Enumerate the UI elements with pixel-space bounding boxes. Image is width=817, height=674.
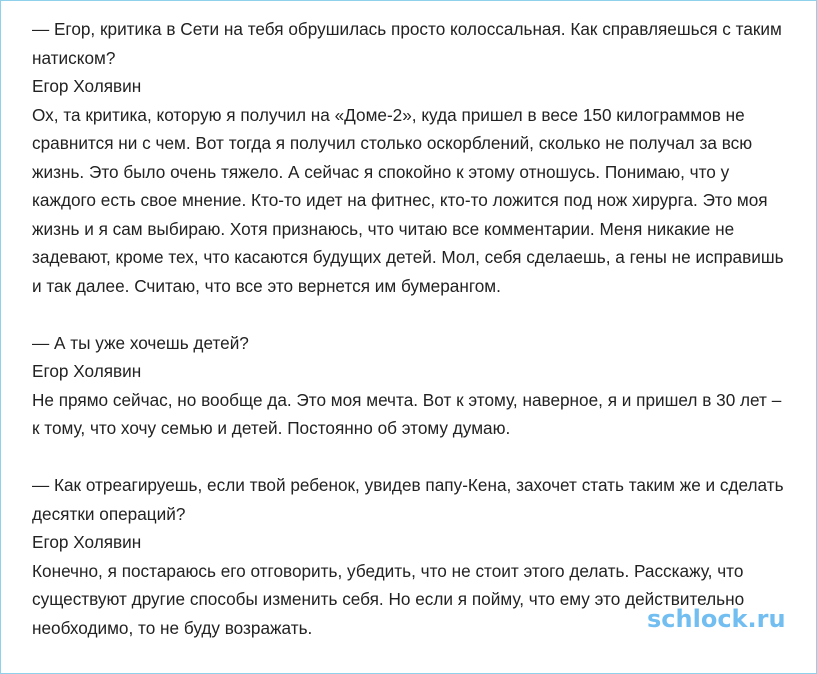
question-2: — А ты уже хочешь детей? [32,332,249,353]
question-1: — Егор, критика в Сети на тебя обрушилась просто колоссальная. Как справляешься с таким натиском? [32,19,782,68]
paragraph-gap [32,300,792,329]
site-watermark: schlock.ru [647,605,786,633]
qa-block-2 [32,329,792,443]
paragraph-gap [32,443,792,472]
question-3: — Как отреагируешь, если твой ребенок, увидев папу-Кена, захочет стать таким же и сделать десятки операций? [32,475,784,524]
answer-2: Не прямо сейчас, но вообще да. Это моя мечта. Вот к этому, наверное, я и пришел в 30 лет – к тому, что хочу семью и детей. Постоянно об этому думаю. [32,389,782,438]
answer-3: Конечно, я постараюсь его отговорить, убедить, что не стоит этого делать. Расскажу, что существуют другие способы изменить себя. Но если я пойму, что ему это действительно необходимо, то не буду возражать. [32,560,745,638]
speaker-name-1: Егор Холявин [32,76,142,96]
speaker-name-2: Егор Холявин [32,361,142,381]
answer-1: Ох, та критика, которую я получил на «Доме-2», куда пришел в весе 150 килограммов не сравнится ни с чем. Вот тогда я получил столько оскорблений, сколько не получал за всю жизнь. Это было очень тяжело. А сейчас я спокойно к этому отношусь. Понимаю, что у каждого есть свое мнение. Кто-то идет на фитнес, кто-то ложится под нож хирурга. Это моя жизнь и я сам выбираю. Хотя признаюсь, что читаю все комментарии. Меня никакие не задевают, кроме тех, что касаются будущих детей. Мол, себя сделаешь, а гены не исправишь и так далее. Считаю, что все это вернется им бумерангом. [32,104,784,296]
interview-text [32,15,792,642]
speaker-name-3: Егор Холявин [32,532,142,552]
qa-block-1 [32,15,792,300]
